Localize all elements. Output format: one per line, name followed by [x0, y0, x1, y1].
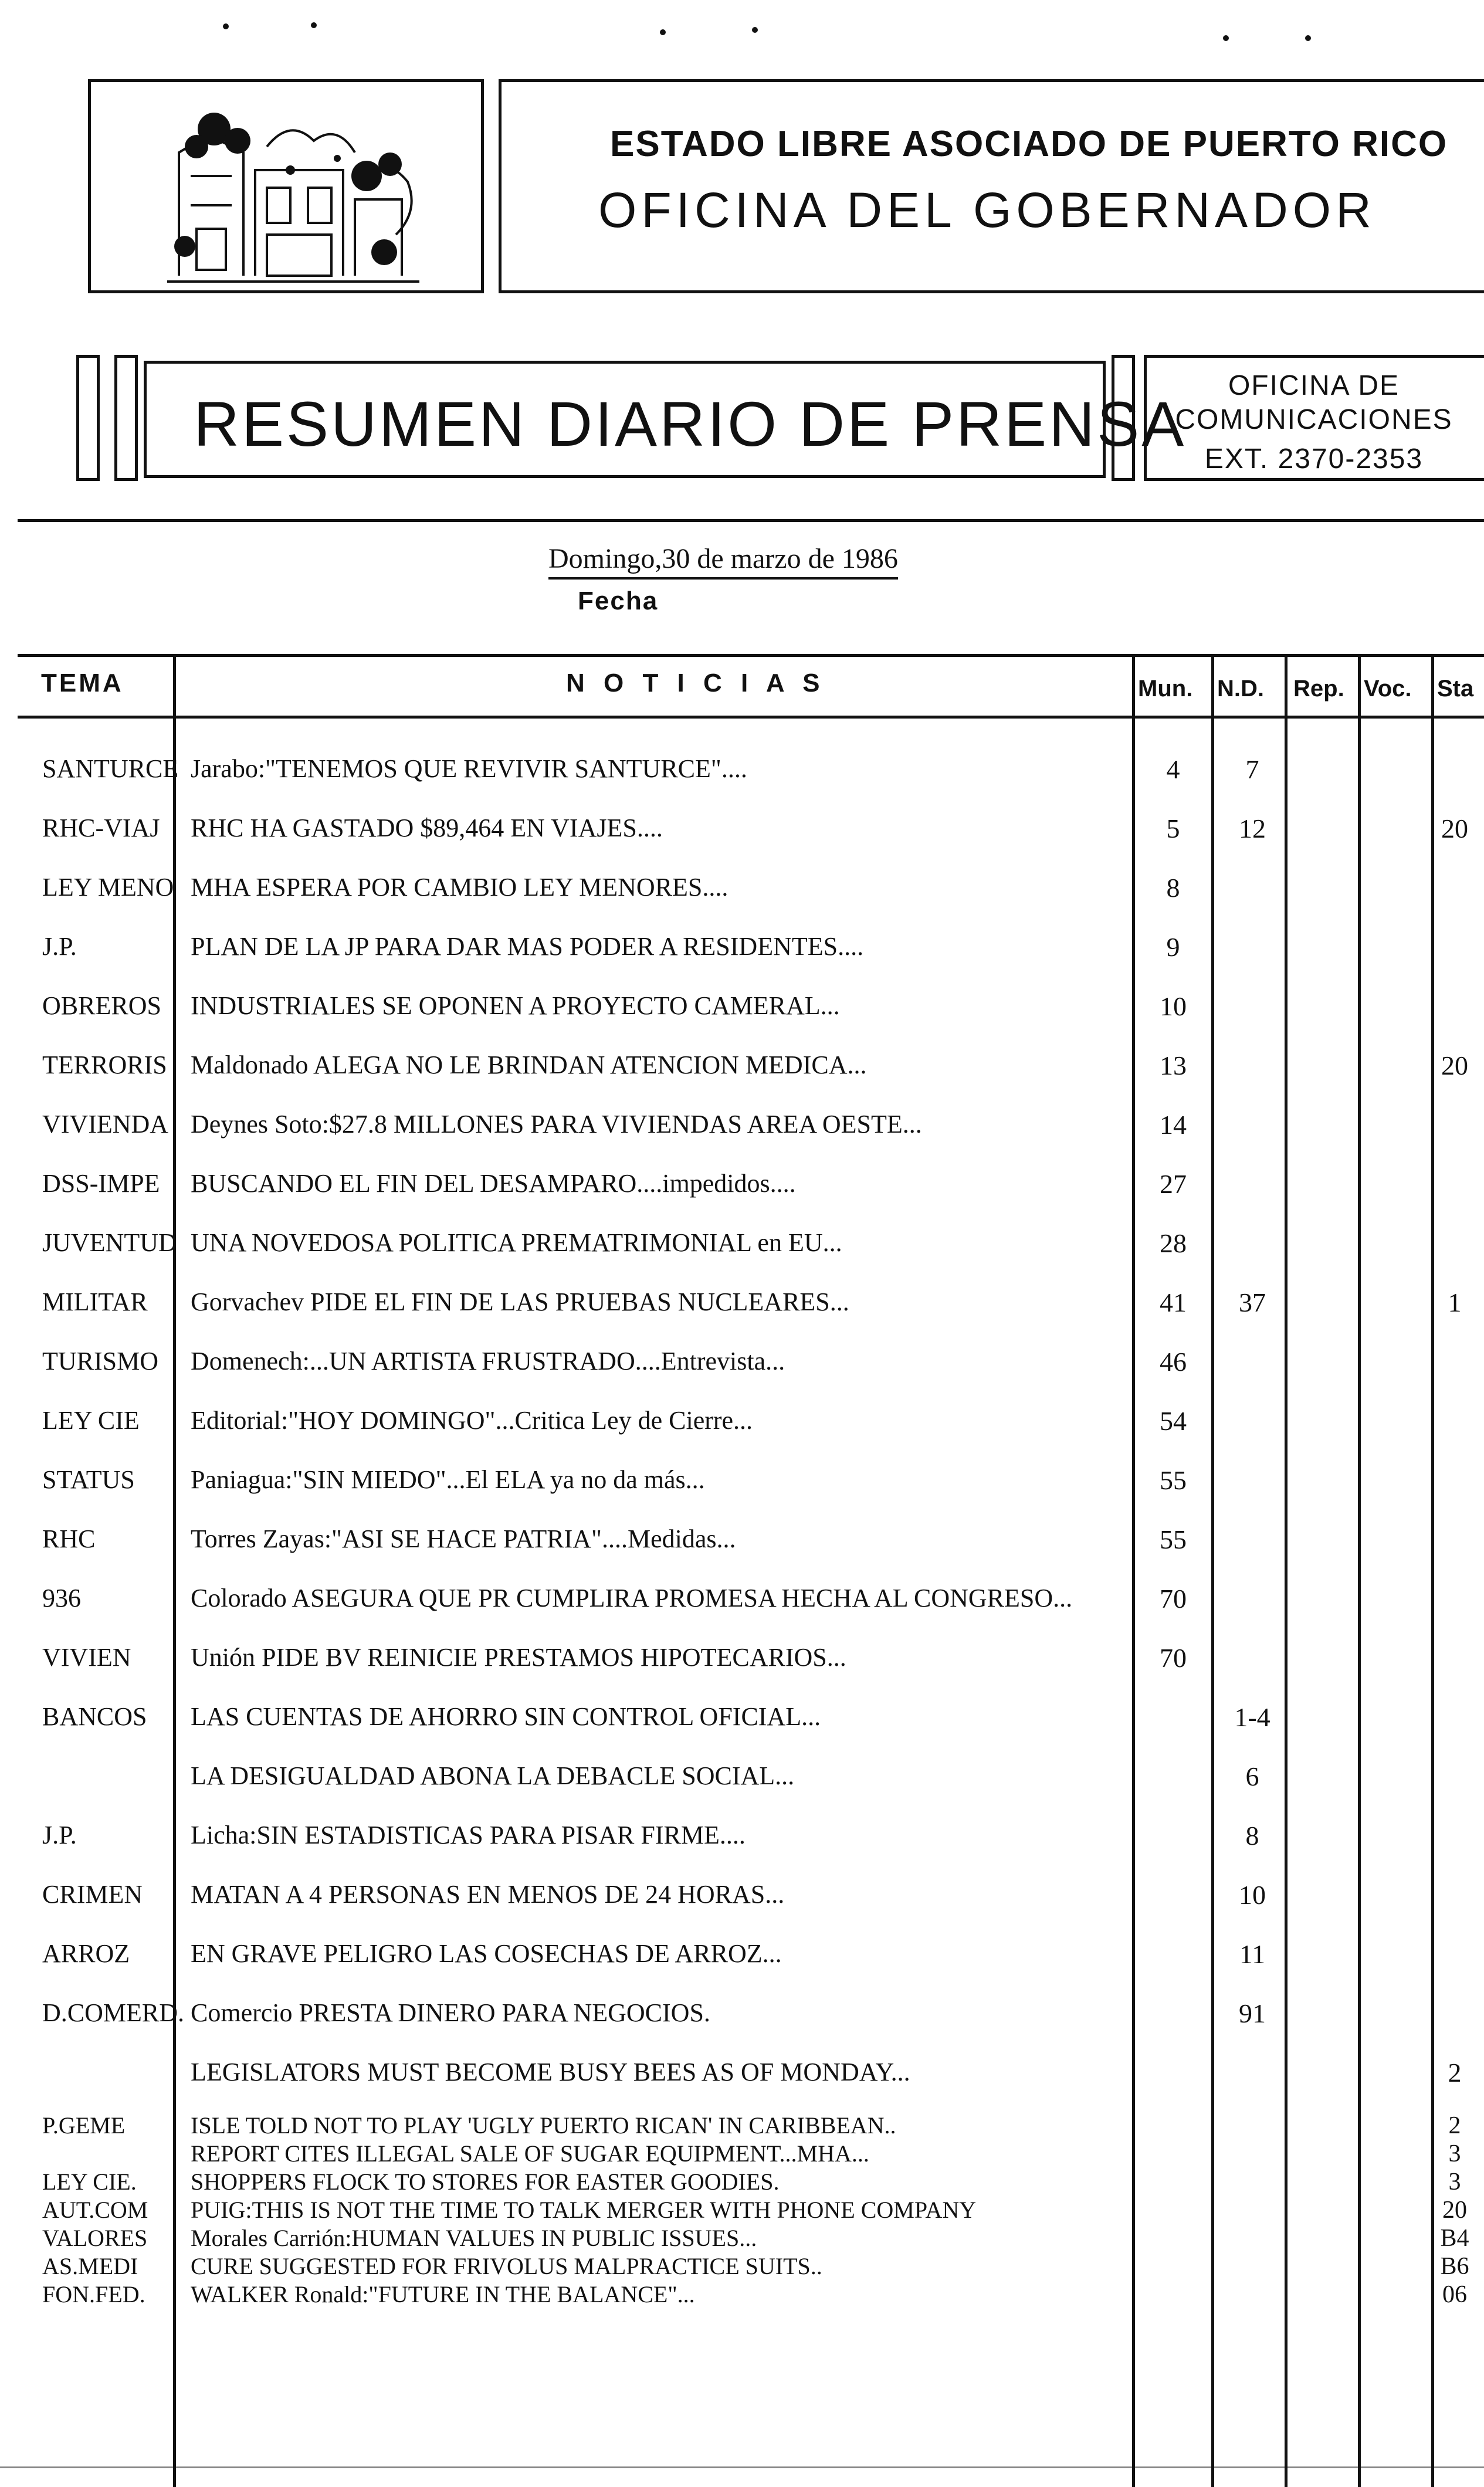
row-nd: 10	[1239, 1880, 1266, 1910]
column-header-noticias: N O T I C I A S	[566, 669, 826, 697]
row-noticia: SHOPPERS FLOCK TO STORES FOR EASTER GOODIES.	[191, 2168, 780, 2195]
left-bar-inner	[114, 355, 138, 481]
row-star: 3	[1448, 2168, 1461, 2195]
row-star: 3	[1448, 2140, 1461, 2167]
row-mun: 41	[1160, 1287, 1187, 1317]
row-noticia: Torres Zayas:"ASI SE HACE PATRIA"....Medidas...	[191, 1524, 736, 1553]
news-row	[0, 2057, 1484, 2104]
row-tema: LEY MENO	[42, 873, 174, 902]
row-noticia: BUSCANDO EL FIN DEL DESAMPARO....impedidos....	[191, 1169, 796, 1198]
row-tema: D.COMERD.	[42, 1998, 185, 2027]
row-tema: VALORES	[42, 2225, 148, 2251]
row-star: 20	[1442, 2197, 1467, 2224]
row-tema: CRIMEN	[42, 1880, 143, 1909]
row-noticia: Domenech:...UN ARTISTA FRUSTRADO....Entrevista...	[191, 1347, 785, 1375]
row-star: 2	[1448, 2058, 1462, 2088]
news-row	[0, 1583, 1484, 1630]
row-nd: 11	[1239, 1939, 1266, 1969]
row-noticia: INDUSTRIALES SE OPONEN A PROYECTO CAMERAL...	[191, 991, 840, 1020]
scan-speck	[660, 29, 666, 35]
row-star: 20	[1441, 1051, 1468, 1080]
governor-mansion-illustration	[91, 82, 481, 290]
news-row	[0, 1050, 1484, 1097]
row-tema: RHC	[42, 1524, 96, 1553]
row-nd: 37	[1239, 1287, 1266, 1317]
row-noticia: Gorvachev PIDE EL FIN DE LAS PRUEBAS NUCLEARES...	[191, 1287, 849, 1316]
news-row	[0, 1109, 1484, 1156]
row-noticia: RHC HA GASTADO $89,464 EN VIAJES....	[191, 814, 663, 842]
news-row	[0, 1465, 1484, 1512]
row-tema: RHC-VIAJ	[42, 814, 160, 842]
row-tema: FON.FED.	[42, 2281, 145, 2308]
row-mun: 46	[1160, 1347, 1187, 1377]
news-row-compact	[0, 2224, 1484, 2254]
row-noticia: LA DESIGUALDAD ABONA LA DEBACLE SOCIAL...	[191, 1761, 795, 1790]
row-noticia: Editorial:"HOY DOMINGO"...Critica Ley de Cierre...	[191, 1406, 753, 1435]
news-row	[0, 1405, 1484, 1452]
news-row	[0, 1287, 1484, 1334]
row-noticia: ISLE TOLD NOT TO PLAY 'UGLY PUERTO RICAN' IN CARIBBEAN..	[191, 2112, 896, 2139]
news-row	[0, 1642, 1484, 1689]
row-tema: P.GEME	[42, 2112, 126, 2139]
news-row	[0, 754, 1484, 801]
row-nd: 1-4	[1234, 1702, 1270, 1732]
row-star: 1	[1448, 1287, 1462, 1317]
header-rule	[18, 519, 1484, 522]
date-value: Domingo,30 de marzo de 1986	[548, 543, 898, 580]
row-noticia: Maldonado ALEGA NO LE BRINDAN ATENCION MEDICA...	[191, 1051, 867, 1079]
row-tema: VIVIEN	[42, 1643, 131, 1672]
news-row	[0, 991, 1484, 1038]
row-mun: 14	[1160, 1110, 1187, 1140]
column-header-nd: N.D.	[1217, 676, 1264, 702]
news-row	[0, 813, 1484, 860]
communications-office-line1: OFICINA DE	[1228, 370, 1400, 401]
communications-office-line2: COMUNICACIONES	[1175, 404, 1453, 435]
row-noticia: REPORT CITES ILLEGAL SALE OF SUGAR EQUIPMENT...MHA...	[191, 2140, 869, 2167]
row-mun: 70	[1160, 1643, 1187, 1673]
row-mun: 70	[1160, 1584, 1187, 1614]
row-noticia: Unión PIDE BV REINICIE PRESTAMOS HIPOTECARIOS...	[191, 1643, 846, 1672]
row-mun: 27	[1160, 1169, 1187, 1199]
row-noticia: UNA NOVEDOSA POLITICA PREMATRIMONIAL en EU...	[191, 1228, 842, 1257]
news-row	[0, 931, 1484, 978]
row-star: B6	[1440, 2253, 1469, 2280]
scan-speck	[223, 23, 229, 29]
news-row	[0, 1346, 1484, 1393]
row-tema: TERRORIS	[42, 1051, 167, 1079]
news-row	[0, 1879, 1484, 1926]
row-noticia: Colorado ASEGURA QUE PR CUMPLIRA PROMESA HECHA AL CONGRESO...	[191, 1584, 1073, 1612]
row-tema: ARROZ	[42, 1939, 130, 1968]
row-tema: JUVENTUD	[42, 1228, 177, 1257]
row-nd: 7	[1245, 754, 1259, 784]
table-bottom-rule	[0, 2466, 1484, 2468]
row-tema: BANCOS	[42, 1702, 147, 1731]
news-row	[0, 1939, 1484, 1985]
row-mun: 9	[1166, 932, 1180, 962]
row-mun: 4	[1166, 754, 1180, 784]
office-name: OFICINA DEL GOBERNADOR	[598, 182, 1376, 238]
news-row	[0, 1228, 1484, 1275]
scan-speck	[752, 27, 758, 33]
news-row-compact	[0, 2168, 1484, 2197]
news-row-compact	[0, 2112, 1484, 2141]
row-mun: 5	[1166, 814, 1180, 843]
row-tema: LEY CIE.	[42, 2168, 137, 2195]
row-mun: 54	[1160, 1406, 1187, 1436]
row-mun: 55	[1160, 1465, 1187, 1495]
row-mun: 28	[1160, 1228, 1187, 1258]
row-tema: J.P.	[42, 1821, 77, 1849]
row-nd: 91	[1239, 1998, 1266, 2028]
left-bar-outer	[76, 355, 100, 481]
news-row	[0, 1820, 1484, 1867]
table-header-rule	[18, 716, 1484, 719]
row-noticia: MATAN A 4 PERSONAS EN MENOS DE 24 HORAS...	[191, 1880, 785, 1909]
news-row-compact	[0, 2196, 1484, 2225]
news-row	[0, 1524, 1484, 1571]
row-tema: AS.MEDI	[42, 2253, 138, 2279]
row-tema: VIVIENDA	[42, 1110, 169, 1139]
row-tema: TURISMO	[42, 1347, 159, 1375]
row-noticia: Paniagua:"SIN MIEDO"...El ELA ya no da más...	[191, 1465, 705, 1494]
row-nd: 6	[1245, 1761, 1259, 1791]
row-nd: 8	[1245, 1821, 1259, 1851]
communications-extension: EXT. 2370-2353	[1204, 443, 1424, 475]
news-row	[0, 1761, 1484, 1808]
row-mun: 55	[1160, 1524, 1187, 1554]
news-row	[0, 1168, 1484, 1215]
right-bar-inner	[1112, 355, 1135, 481]
news-row-compact	[0, 2140, 1484, 2169]
row-noticia: PUIG:THIS IS NOT THE TIME TO TALK MERGER WITH PHONE COMPANY	[191, 2197, 977, 2223]
logo-box	[88, 79, 484, 293]
column-header-tema: TEMA	[41, 669, 124, 697]
press-summary-title: RESUMEN DIARIO DE PRENSA	[194, 388, 1187, 459]
row-noticia: MHA ESPERA POR CAMBIO LEY MENORES....	[191, 873, 729, 902]
row-mun: 8	[1166, 873, 1180, 903]
row-tema: DSS-IMPE	[42, 1169, 160, 1198]
row-noticia: PLAN DE LA JP PARA DAR MAS PODER A RESIDENTES....	[191, 932, 864, 961]
row-star: B4	[1440, 2225, 1469, 2252]
row-star: 2	[1448, 2112, 1461, 2139]
row-noticia: Jarabo:"TENEMOS QUE REVIVIR SANTURCE"....	[191, 754, 747, 783]
row-mun: 10	[1160, 991, 1187, 1021]
news-row	[0, 872, 1484, 919]
row-noticia: CURE SUGGESTED FOR FRIVOLUS MALPRACTICE SUITS..	[191, 2253, 822, 2279]
row-noticia: EN GRAVE PELIGRO LAS COSECHAS DE ARROZ...	[191, 1939, 782, 1968]
row-noticia: Deynes Soto:$27.8 MILLONES PARA VIVIENDAS AREA OESTE...	[191, 1110, 922, 1139]
commonwealth-name: ESTADO LIBRE ASOCIADO DE PUERTO RICO	[610, 124, 1448, 164]
table-top-rule	[18, 654, 1484, 657]
row-tema: 936	[42, 1584, 81, 1612]
column-header-star: Sta	[1437, 676, 1474, 702]
column-header-rep: Rep.	[1293, 676, 1344, 702]
row-tema: LEY CIE	[42, 1406, 140, 1435]
row-noticia: Morales Carrión:HUMAN VALUES IN PUBLIC ISSUES...	[191, 2225, 757, 2251]
row-nd: 12	[1239, 814, 1266, 843]
date-label: Fecha	[578, 587, 659, 615]
row-noticia: Licha:SIN ESTADISTICAS PARA PISAR FIRME....	[191, 1821, 746, 1849]
row-mun: 13	[1160, 1051, 1187, 1080]
row-tema: J.P.	[42, 932, 77, 961]
column-header-mun: Mun.	[1138, 676, 1193, 702]
row-star: 06	[1442, 2281, 1467, 2308]
row-tema: AUT.COM	[42, 2197, 148, 2223]
row-tema: SANTURCE	[42, 754, 179, 783]
row-noticia: Comercio PRESTA DINERO PARA NEGOCIOS.	[191, 1998, 710, 2027]
scan-speck	[311, 22, 317, 28]
row-noticia: LEGISLATORS MUST BECOME BUSY BEES AS OF MONDAY...	[191, 2058, 910, 2086]
scan-speck	[1305, 35, 1311, 41]
column-header-voc: Voc.	[1364, 676, 1412, 702]
news-row	[0, 1702, 1484, 1749]
row-noticia: WALKER Ronald:"FUTURE IN THE BALANCE"...	[191, 2281, 695, 2308]
row-noticia: LAS CUENTAS DE AHORRO SIN CONTROL OFICIAL...	[191, 1702, 821, 1731]
news-row-compact	[0, 2281, 1484, 2310]
row-tema: OBREROS	[42, 991, 161, 1020]
row-star: 20	[1441, 814, 1468, 843]
scan-speck	[1223, 35, 1229, 41]
news-row-compact	[0, 2252, 1484, 2282]
news-row	[0, 1998, 1484, 2045]
row-tema: MILITAR	[42, 1287, 148, 1316]
row-tema: STATUS	[42, 1465, 135, 1494]
